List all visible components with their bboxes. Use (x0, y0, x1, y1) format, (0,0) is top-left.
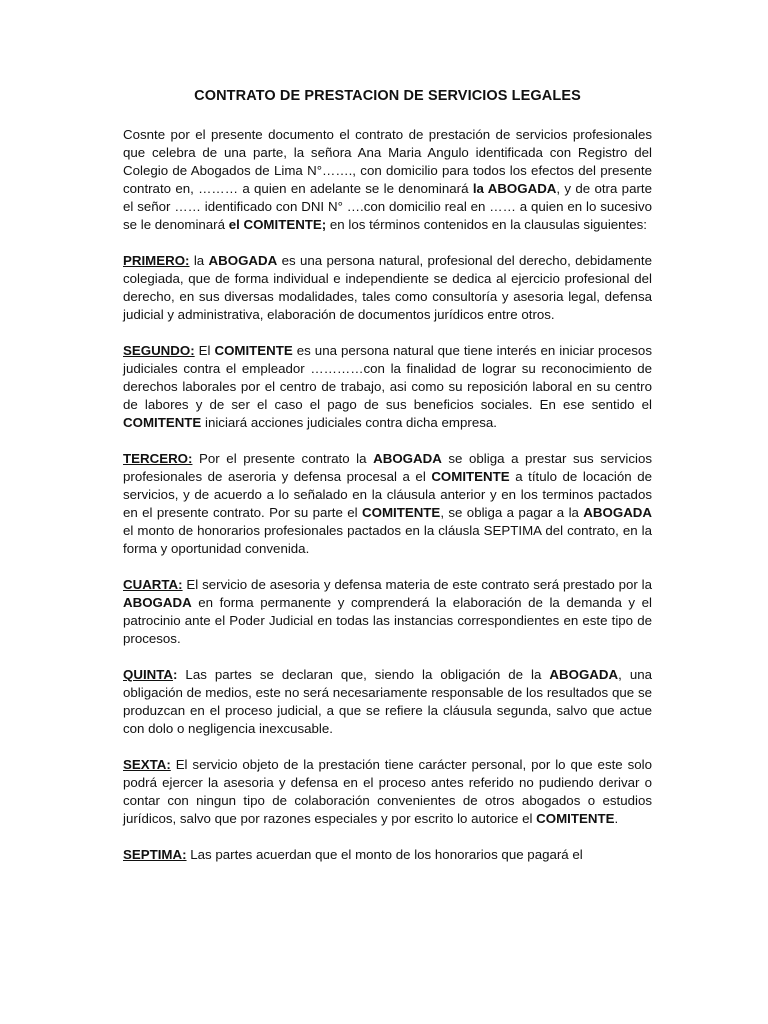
clause-sexta-text-1: El servicio objeto de la prestación tiene carácter personal, por lo que este solo podrá ejercer la asesoria y defensa en el proceso antes referido no pudiendo derivar o contar con ningun tipo de colaboración convenientes de otros abogados o estudios jurídicos, salvo que por razones especiales y por escrito lo autorice el (123, 757, 652, 826)
clause-quinta-colon: : (172, 667, 178, 682)
clause-sexta-heading: SEXTA: (123, 757, 171, 772)
clause-primero (123, 252, 652, 324)
clause-segundo-heading: SEGUNDO: (123, 343, 195, 358)
clause-quinta (123, 666, 652, 738)
clause-segundo-text-2: es una persona natural que tiene interés en iniciar procesos judiciales contra el empleador …………con la finalidad de lograr su reconocimiento de derechos laborales por el centro de trabajo, asi como su reposición laboral en su centro de labores y de ser el caso el pago de sus beneficios sociales. En ese sentido el (123, 343, 652, 412)
clause-sexta-text-2: . (614, 811, 619, 826)
clause-quinta-heading: QUINTA (123, 667, 173, 682)
intro-text-3: en los términos contenidos en la clausulas siguientes: (326, 217, 648, 232)
clause-tercero-bold-4: ABOGADA (583, 505, 652, 520)
clause-sexta (123, 756, 652, 828)
clause-tercero-bold-2: COMITENTE (431, 469, 510, 484)
clause-quinta-text-1: Las partes se declaran que, siendo la obligación de la (177, 667, 550, 682)
clause-tercero-bold-3: COMITENTE (362, 505, 441, 520)
clause-tercero-heading: TERCERO: (123, 451, 193, 466)
intro-bold-1: la ABOGADA (472, 181, 557, 196)
clause-segundo-text-1: El (194, 343, 215, 358)
document-title: CONTRATO DE PRESTACION DE SERVICIOS LEGALES (194, 88, 581, 104)
clause-primero-text-1: la (189, 253, 209, 268)
clause-segundo-bold-2: COMITENTE (123, 415, 202, 430)
clause-cuarta (123, 576, 652, 648)
intro-bold-2: el COMITENTE; (228, 217, 327, 232)
clause-tercero-text-4: , se obliga a pagar a la (440, 505, 584, 520)
clause-sexta-bold-1: COMITENTE (536, 811, 615, 826)
clause-tercero-bold-1: ABOGADA (373, 451, 442, 466)
clause-cuarta-text-2: en forma permanente y comprenderá la elaboración de la demanda y el patrocinio ante el Poder Judicial en todas las instancias correspondientes en este tipo de procesos. (123, 595, 652, 646)
clause-quinta-text-2: , una obligación de medios, este no será necesariamente responsable de los resultados que se produzcan en el proceso judicial, a que se refiere la cláusula segunda, salvo que actue con dolo o negligencia inexcusable. (123, 667, 652, 736)
clause-segundo-bold-1: COMITENTE (214, 343, 293, 358)
clause-tercero (123, 450, 652, 558)
clause-cuarta-bold-1: ABOGADA (123, 595, 192, 610)
clause-quinta-bold-1: ABOGADA (549, 667, 619, 682)
clause-septima-text-1: Las partes acuerdan que el monto de los honorarios que pagará el (186, 847, 583, 862)
clause-segundo-text-3: iniciará acciones judiciales contra dicha empresa. (201, 415, 497, 430)
intro-text-2: , y de otra parte el señor …… identificado con DNI N° ….con domicilio real en …… a quien en lo sucesivo se le denominará (123, 181, 652, 232)
clause-tercero-text-3: a título de locación de servicios, y de acuerdo a lo señalado en la cláusula anterior y en los terminos pactados en el presente contrato. Por su parte el (123, 469, 652, 520)
intro-paragraph (123, 126, 652, 234)
clause-septima-heading: SEPTIMA: (123, 847, 187, 862)
clause-primero-heading: PRIMERO: (123, 253, 190, 268)
clause-cuarta-heading: CUARTA: (123, 577, 183, 592)
clause-tercero-text-5: el monto de honorarios profesionales pactados en la cláusla SEPTIMA del contrato, en la forma y oportunidad convenida. (123, 523, 652, 556)
clause-septima (123, 846, 652, 864)
clause-segundo (123, 342, 652, 432)
clause-tercero-text-2: se obliga a prestar sus servicios profesionales de aseroria y defensa procesal a el (123, 451, 652, 484)
clause-cuarta-text-1: El servicio de asesoria y defensa materia de este contrato será prestado por la (182, 577, 652, 592)
clause-primero-text-2: es una persona natural, profesional del derecho, debidamente colegiada, que de forma individual e independiente se dedica al ejercicio profesional del derecho, en sus diversas modalidades, tales como consultoría y asesoria legal, defensa judicial y administrativa, elaboración de documentos jurídicos entre otros. (123, 253, 652, 322)
intro-text-1: Cosnte por el presente documento el contrato de prestación de servicios profesionales que celebra de una parte, la señora Ana Maria Angulo identificada con Registro del Colegio de Abogados de Lima N°……., con domicilio para todos los efectos del presente contrato en, ……… a quien en adelante se le denominará (123, 127, 652, 196)
clause-tercero-text-1: Por el presente contrato la (192, 451, 374, 466)
clause-primero-bold-1: ABOGADA (208, 253, 278, 268)
